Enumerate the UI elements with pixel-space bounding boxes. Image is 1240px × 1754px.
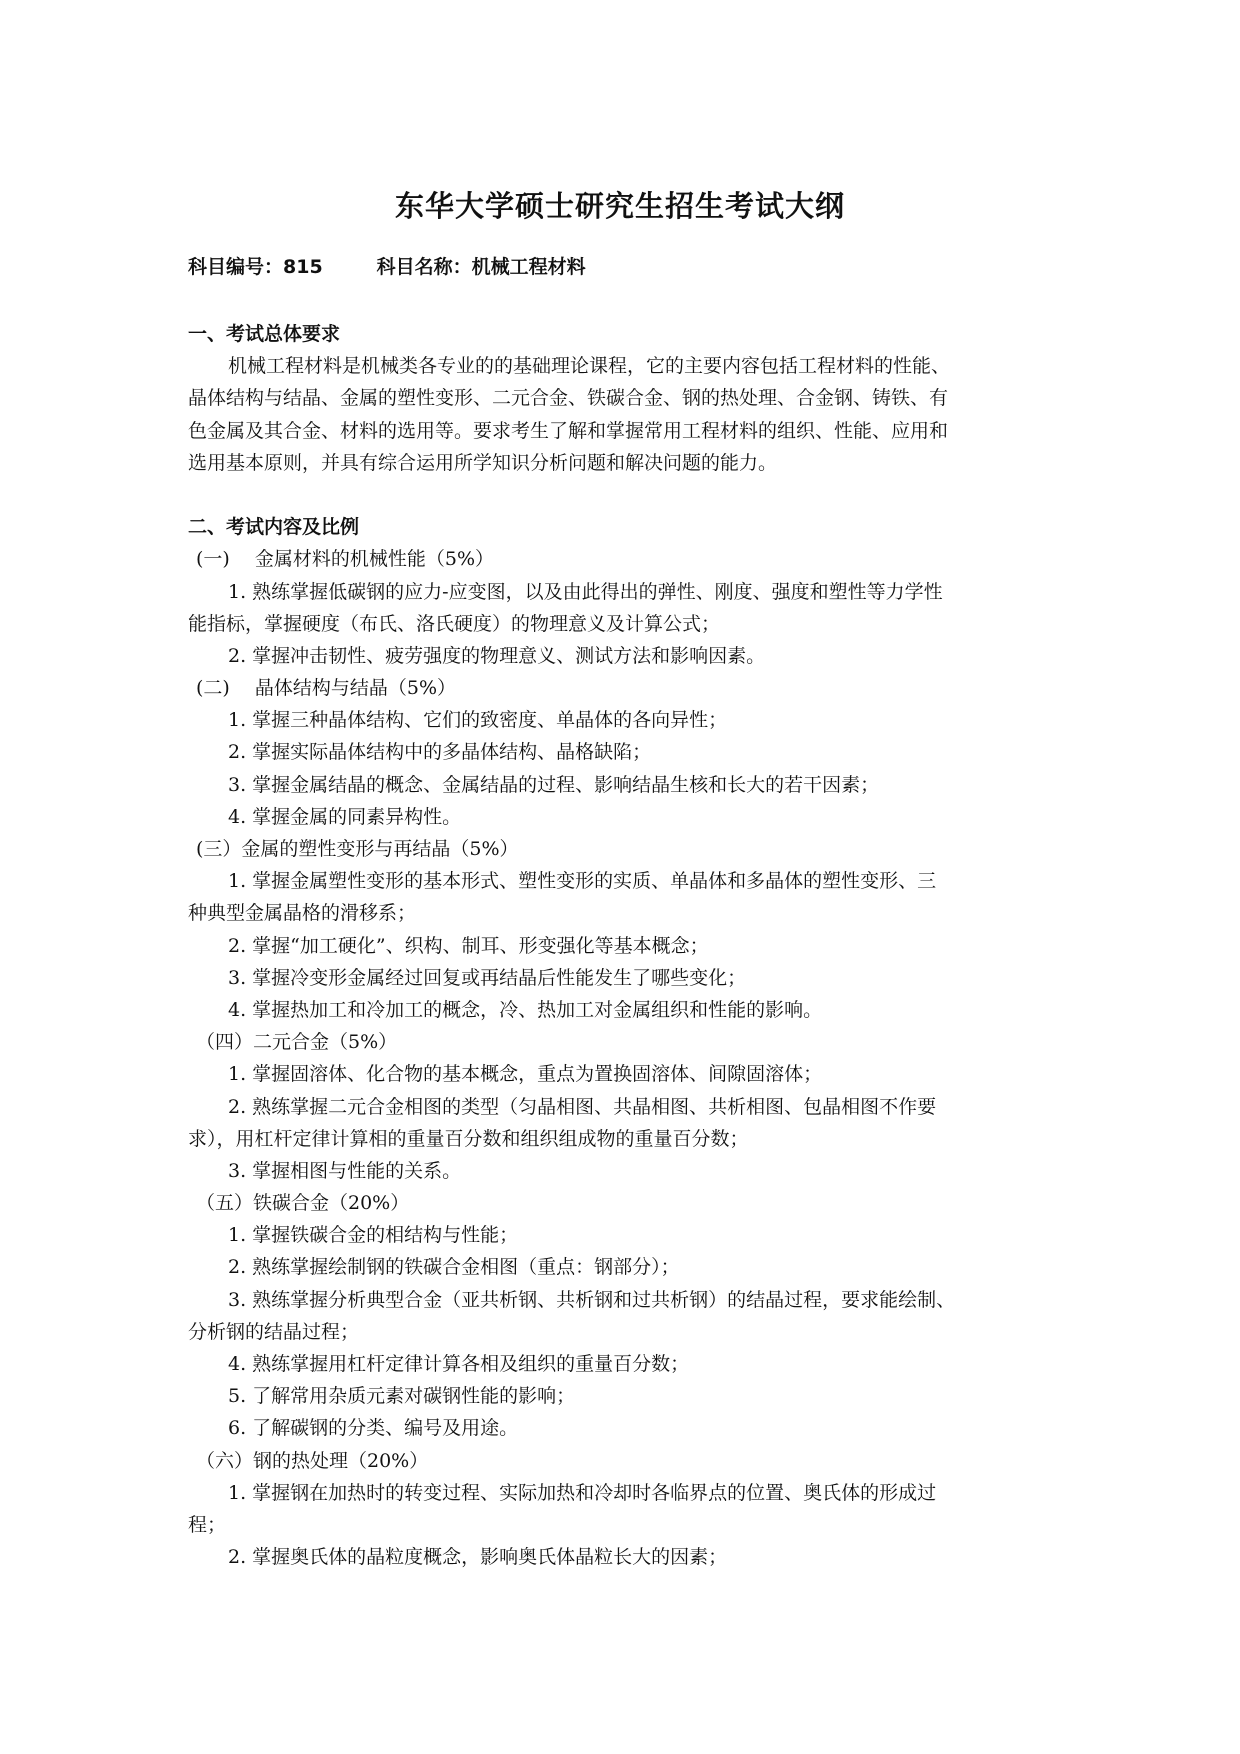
list-item: 3. 熟练掌握分析典型合金（亚共析钢、共析钢和过共析钢）的结晶过程，要求能绘制、: [228, 1288, 956, 1311]
list-item: 1. 掌握铁碳合金的相结构与性能；: [228, 1224, 519, 1247]
list-item: 1. 掌握金属塑性变形的基本形式、塑性变形的实质、单晶体和多晶体的塑性变形、三: [228, 870, 937, 893]
continuation-line: 色金属及其合金、材料的选用等。要求考生了解和掌握常用工程材料的组织、性能、应用和: [188, 419, 949, 442]
continuation-line: 种典型金属晶格的滑移系；: [188, 902, 417, 925]
document-title: 东华大学硕士研究生招生考试大纲: [394, 189, 845, 223]
section-heading: 二、考试内容及比例: [188, 516, 360, 539]
list-item: 4. 熟练掌握用杠杆定律计算各相及组织的重量百分数；: [228, 1353, 690, 1375]
blank-line: [188, 479, 1058, 511]
subsection-heading: (二) 晶体结构与结晶（5%）: [196, 677, 457, 700]
list-item: 3. 掌握相图与性能的关系。: [228, 1159, 462, 1182]
subsection-heading: （六）钢的热处理（20%）: [196, 1449, 429, 1472]
list-item: 2. 熟练掌握二元合金相图的类型（匀晶相图、共晶相图、共析相图、包晶相图不作要: [228, 1095, 937, 1118]
continuation-line: 选用基本原则，并具有综合运用所学知识分析问题和解决问题的能力。: [188, 451, 778, 474]
list-item: 1. 掌握三种晶体结构、它们的致密度、单晶体的各向异性；: [228, 709, 728, 732]
section-heading: 一、考试总体要求: [188, 323, 341, 345]
list-item: 5. 了解常用杂质元素对碳钢性能的影响；: [228, 1385, 576, 1408]
continuation-line: 晶体结构与结晶、金属的塑性变形、二元合金、铁碳合金、钢的热处理、合金钢、铸铁、有: [188, 387, 949, 410]
list-item: 3. 掌握金属结晶的概念、金属结晶的过程、影响结晶生核和长大的若干因素；: [228, 773, 880, 796]
list-item: 4. 掌握金属的同素异构性。: [228, 805, 462, 828]
list-item: 1. 掌握钢在加热时的转变过程、实际加热和冷却时各临界点的位置、奥氏体的形成过: [228, 1481, 937, 1504]
list-item: 6. 了解碳钢的分类、编号及用途。: [228, 1417, 519, 1440]
subsection-heading: （四）二元合金（5%）: [196, 1031, 398, 1054]
list-item: 2. 掌握冲击韧性、疲劳强度的物理意义、测试方法和影响因素。: [228, 644, 766, 667]
list-item: 4. 掌握热加工和冷加工的概念，冷、热加工对金属组织和性能的影响。: [228, 998, 823, 1021]
continuation-line: 能指标，掌握硬度（布氏、洛氏硬度）的物理意义及计算公式；: [188, 612, 721, 635]
subsection-heading: （五）铁碳合金（20%）: [196, 1192, 410, 1215]
document-body: [188, 318, 1058, 1573]
continuation-line: 求），用杠杆定律计算相的重量百分数和组织组成物的重量百分数；: [188, 1127, 749, 1150]
list-item: 1. 熟练掌握低碳钢的应力-应变图，以及由此得出的弹性、刚度、强度和塑性等力学性: [228, 580, 943, 603]
subsection-heading: (三）金属的塑性变形与再结晶（5%）: [196, 838, 519, 860]
paragraph-line: 机械工程材料是机械类各专业的的基础理论课程，它的主要内容包括工程材料的性能、: [228, 355, 951, 378]
continuation-line: 分析钢的结晶过程；: [188, 1320, 360, 1343]
subject-name: 科目名称：机械工程材料: [376, 256, 586, 278]
list-item: 1. 掌握固溶体、化合物的基本概念，重点为置换固溶体、间隙固溶体；: [228, 1063, 823, 1086]
subject-info: [188, 252, 586, 279]
list-item: 2. 熟练掌握绘制钢的铁碳合金相图（重点：钢部分）；: [228, 1256, 680, 1279]
subject-code: 科目编号：815: [188, 256, 323, 278]
list-item: 2. 掌握实际晶体结构中的多晶体结构、晶格缺陷；: [228, 741, 652, 764]
subsection-heading: (一) 金属材料的机械性能（5%）: [196, 548, 495, 571]
continuation-line: 程；: [188, 1513, 227, 1536]
list-item: 2. 掌握奥氏体的晶粒度概念，影响奥氏体晶粒长大的因素；: [228, 1546, 728, 1569]
list-item: 2. 掌握“加工硬化”、织构、制耳、形变强化等基本概念；: [228, 934, 709, 957]
list-item: 3. 掌握冷变形金属经过回复或再结晶后性能发生了哪些变化；: [228, 966, 747, 989]
